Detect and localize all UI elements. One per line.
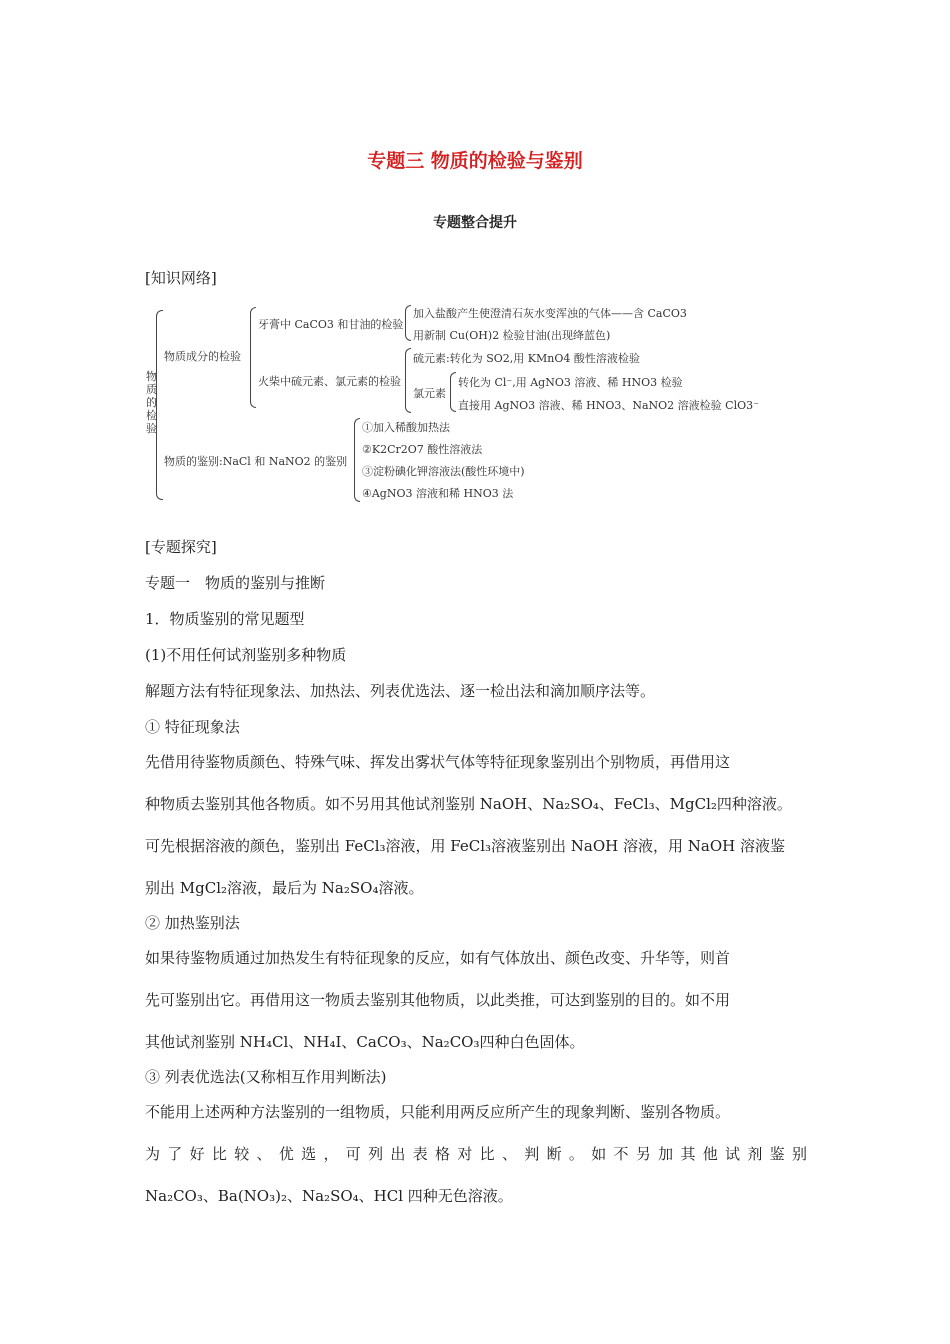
- sub2-brace: [405, 348, 411, 413]
- method-1-title: ① 特征现象法: [145, 718, 240, 736]
- method-1-line: 先借用待鉴物质颜色、特殊气味、挥发出雾状气体等特征现象鉴别出个别物质，再借用这: [145, 753, 731, 771]
- method-2-line: 先可鉴别出它。再借用这一物质去鉴别其他物质，以此类推，可达到鉴别的目的。如不用: [145, 991, 731, 1009]
- method-3-line: Na₂CO₃、Ba(NO₃)₂、Na₂SO₄、HCl 四种无色溶液。: [145, 1187, 513, 1205]
- chlorine-item-1: 转化为 Cl⁻,用 AgNO3 溶液、稀 HNO3 检验: [458, 376, 683, 389]
- branch1-label: 物质成分的检验: [164, 350, 241, 363]
- branch1-sub1-label: 牙膏中 CaCO3 和甘油的检验: [258, 318, 404, 331]
- intro-text: 解题方法有特征现象法、加热法、列表优选法、逐一检出法和滴加顺序法等。: [145, 682, 656, 700]
- branch2-item-3: ③淀粉碘化钾溶液法(酸性环境中): [362, 465, 525, 478]
- branch2-item-1: ①加入稀酸加热法: [362, 421, 450, 434]
- method-3-title: ③ 列表优选法(又称相互作用判断法): [145, 1068, 387, 1086]
- method-1-line: 别出 MgCl₂溶液，最后为 Na₂SO₄溶液。: [145, 879, 424, 897]
- method-3-line: 为了好比较、优选，可列出表格对比、判断。如不另加其他试剂鉴别: [145, 1145, 807, 1163]
- page-subtitle: 专题整合提升: [433, 215, 517, 231]
- branch1-brace: [250, 307, 256, 408]
- topic-title: 专题一 物质的鉴别与推断: [145, 574, 326, 592]
- branch2-brace: [354, 418, 360, 502]
- point-1: 1．物质鉴别的常见题型: [145, 610, 305, 628]
- knowledge-network-heading: [知识网络]: [145, 269, 217, 287]
- branch2-item-2: ②K2Cr2O7 酸性溶液法: [362, 443, 483, 456]
- branch2-item-4: ④AgNO3 溶液和稀 HNO3 法: [362, 487, 514, 500]
- branch1-sub2-label: 火柴中硫元素、氯元素的检验: [258, 375, 401, 388]
- sub1-item-1: 加入盐酸产生使澄清石灰水变浑浊的气体——含 CaCO3: [413, 307, 687, 320]
- method-2-line: 其他试剂鉴别 NH₄Cl、NH₄I、CaCO₃、Na₂CO₃四种白色固体。: [145, 1033, 585, 1051]
- method-1-line: 可先根据溶液的颜色，鉴别出 FeCl₃溶液，用 FeCl₃溶液鉴别出 NaOH 溶液，用 NaOH 溶液鉴: [145, 837, 786, 855]
- chlorine-label: 氯元素: [413, 387, 446, 400]
- sulfur-item: 硫元素:转化为 SO2,用 KMnO4 酸性溶液检验: [413, 352, 640, 365]
- diagram-root-label: 物质的检验: [146, 370, 157, 435]
- sub1-brace: [405, 305, 411, 341]
- page-title: 专题三 物质的检验与鉴别: [367, 150, 583, 172]
- method-2-title: ② 加热鉴别法: [145, 914, 240, 932]
- topic-heading: [专题探究]: [145, 538, 217, 556]
- root-brace: [156, 310, 163, 500]
- method-2-line: 如果待鉴物质通过加热发生有特征现象的反应，如有气体放出、颜色改变、升华等，则首: [145, 949, 731, 967]
- method-3-line: 不能用上述两种方法鉴别的一组物质，只能利用两反应所产生的现象判断、鉴别各物质。: [145, 1103, 731, 1121]
- chlorine-item-2: 直接用 AgNO3 溶液、稀 HNO3、NaNO2 溶液检验 ClO3⁻: [458, 399, 759, 412]
- sub1-item-2: 用新制 Cu(OH)2 检验甘油(出现绛蓝色): [413, 329, 611, 342]
- branch2-label: 物质的鉴别:NaCl 和 NaNO2 的鉴别: [164, 455, 348, 468]
- method-1-line: 种物质去鉴别其他各物质。如不另用其他试剂鉴别 NaOH、Na₂SO₄、FeCl₃、MgCl₂四种溶液。: [145, 795, 792, 813]
- point-1-1: (1)不用任何试剂鉴别多种物质: [145, 646, 347, 664]
- chlorine-brace: [450, 372, 456, 412]
